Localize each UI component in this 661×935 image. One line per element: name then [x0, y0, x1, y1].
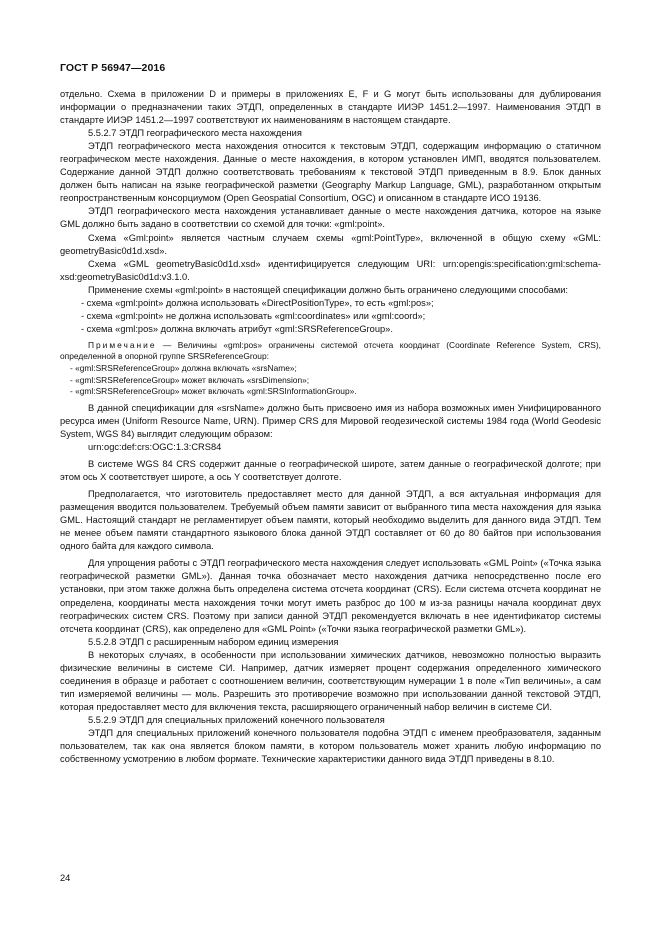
paragraph: Для упрощения работы с ЭТДП географического места нахождения следует использовать «GML Point» («Точка языка географической разметки GML»). Данная точка обозначает место нахождения датчика непосредственно после его установки, при этом также должна быть определена система отсчета координат (CRS). Если система отсчета координат не определена, координаты места нахождения точки могут иметь разброс до 100 м из-за разницы начала координат двух географических систем CRS. Поэтому при записи данной ЭТДП рекомендуется включать в нее идентификатор системы отсчета координат (CRS), как определено для «GML Point» («Точки языка географической разметки GML»).	[60, 558, 601, 634]
paragraph: отдельно. Схема в приложении D и примеры в приложениях E, F и G могут быть использованы для дублирования информации о предназначении таких ЭТДП, определенных в стандарте ИИЭР 1451.2—1997. Наименования ЭТДП в стандарте ИИЭР 1451.2—1997 соответствуют их наименованиям в настоящем стандарте.	[60, 89, 601, 126]
note-list-item: - «gml:SRSReferenceGroup» может включать «srsDimension»;	[70, 374, 310, 385]
list-item: - схема «gml:point» должна использовать «DirectPositionType», то есть «gml:pos»;	[81, 297, 434, 308]
note-text: — Величины «gml:pos» ограничены системой отсчета координат (Coordinate Reference System, CRS), определенной в опорной группе SRSReferenceGroup:	[60, 339, 601, 362]
list-item: - схема «gml:point» не должна использовать «gml:coordinates» или «gml:coord»;	[81, 310, 426, 321]
document-header: ГОСТ Р 56947—2016	[60, 62, 166, 74]
section-heading-5-5-2-7: 5.5.2.7 ЭТДП географического места нахождения	[88, 128, 302, 139]
paragraph: Предполагается, что изготовитель предоставляет место для данной ЭТДП, а вся актуальная информация для размещения вводится пользователем. Требуемый объем памяти зависит от выбранного типа места нахождения для языка GML. Настоящий стандарт не регламентирует объем памяти, который необходимо выделить для данного вида ЭТДП. Тем не менее объем памяти стандартного языкового блока данной ЭТДП составляет от 60 до 80 байтов при использования одного байта для каждого символа.	[60, 489, 601, 552]
paragraph: В некоторых случаях, в особенности при использовании химических датчиков, невозможно полностью выразить физические величины в системе СИ. Например, датчик измеряет процент содержания определенного химического соединения в образце и работает с соотношением величин, соответствующим нумерации 1 в поле «Тип величины», а сам тип измеряемой величины — моль. Разрешить это противоречие возможно при использовании данной текстовой ЭТДП, которая предоставляет место для включения текста, расширяющего ограниченный набор величин в системе СИ.	[60, 649, 601, 712]
note-label: Примечание	[88, 339, 157, 350]
section-heading-5-5-2-8: 5.5.2.8 ЭТДП с расширенным набором единиц измерения	[88, 636, 339, 647]
section-heading-5-5-2-9: 5.5.2.9 ЭТДП для специальных приложений конечного пользователя	[88, 714, 385, 725]
page-body	[60, 88, 601, 766]
paragraph: ЭТДП для специальных приложений конечного пользователя подобна ЭТДП с именем преобразователя, заданным пользователем, так как она является блоком памяти, в котором пользователь может хранить любую информацию по собственному усмотрению в любом формате. Технические характеристики данного вида ЭТДП приведены в 8.10.	[60, 727, 601, 765]
note-list-item: - «gml:SRSReferenceGroup» может включать «gml:SRSInformationGroup».	[70, 386, 357, 397]
paragraph: Применение схемы «gml:point» в настоящей спецификации должно быть ограничено следующими способами:	[88, 284, 569, 295]
paragraph: Схема «GML geometryBasic0d1d.xsd» идентифицируется следующим URI: urn:opengis:specification:gml:schema-xsd:geometryBasic0d1d:v3.1.0.	[60, 258, 601, 282]
page-number: 24	[60, 873, 71, 883]
paragraph: Схема «Gml:point» является частным случаем схемы «gml:PointType», включенной в общую схему «GML: geometryBasic0d1d.xsd».	[60, 232, 601, 256]
paragraph: ЭТДП географического места нахождения относится к текстовым ЭТДП, содержащим информацию о статичном географическом месте нахождения. Данные о месте нахождения, в котором установлен ИМП, вводятся пользователем. Содержание данной ЭТДП должно соответствовать требованиям к текстовой ЭТДП приведенным в 8.9. Блок данных должен быть написан на языке географической разметки (Geography Markup Language, GML), разработанном открытым геопространственным консорциумом (Open Geospatial Consortium, OGC) и описанном в стандарте ИСО 19136.	[60, 141, 601, 204]
paragraph: В системе WGS 84 CRS содержит данные о географической широте, затем данные о географической долготе; при этом ось X соответствует широте, а ось Y соответствует долготе.	[60, 459, 601, 483]
paragraph: ЭТДП географического места нахождения устанавливает данные о месте нахождения датчика, которое на языке GML должно быть задано в соответствии со схемой для точки: «gml:point».	[60, 206, 601, 230]
paragraph: В данной спецификации для «srsName» должно быть присвоено имя из набора возможных имен Унифицированного ресурса имен (Uniform Resource Name, URN). Пример CRS для Мировой геодезической системы 1984 года (World Geodesic System, WGS 84) выглядит следующим образом:	[60, 402, 601, 439]
urn-example: urn:ogc:def:crs:OGC:1.3:CRS84	[88, 442, 222, 452]
note-list-item: - «gml:SRSReferenceGroup» должна включать «srsName»;	[70, 363, 297, 374]
note	[60, 340, 601, 363]
list-item: - схема «gml:pos» должна включать атрибут «gml:SRSReferenceGroup».	[81, 323, 393, 334]
